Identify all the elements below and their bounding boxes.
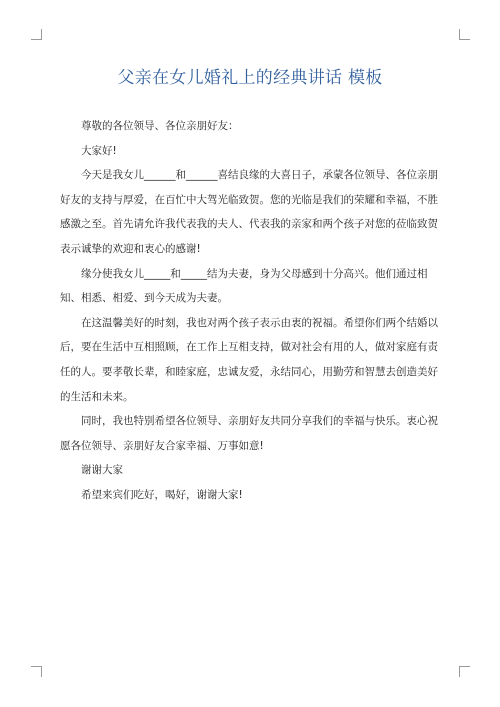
crop-mark-top-right	[459, 29, 470, 40]
closing-paragraph: 希望来宾们吃好，喝好，谢谢大家!	[81, 488, 243, 501]
crop-mark-bottom-right	[459, 666, 470, 677]
welcome-paragraph: 今天是我女儿______和______喜结良缘的大喜日子，承蒙各位领导、各位亲朋好友的支持与厚爱，在百忙中大驾光临致贺。您的光临是我们的荣耀和幸福，不胜感激之至。首先请允许我代表我的夫人、代表我的亲家和两个孩子对您的莅临致贺表示诚挚的欢迎和衷心的感谢!	[60, 169, 438, 255]
blessing-paragraph: 在这温馨美好的时刻，我也对两个孩子表示由衷的祝福。希望你们两个结婚以后，要在生活中互相照顾，在工作上互相支持，做对社会有用的人，做对家庭有责任的人。要孝敬长辈，和睦家庭，忠诚友爱，永结同心，用勤劳和智慧去创造美好的生活和未来。	[60, 316, 438, 403]
document-body	[60, 114, 446, 508]
marriage-paragraph: 缘分使我女儿_____和_____结为夫妻，身为父母感到十分高兴。他们通过相知、相悉、相爱、到今天成为夫妻。	[60, 267, 428, 305]
greeting-paragraph: 大家好!	[81, 144, 117, 157]
document-title: 父亲在女儿婚礼上的经典讲话 模板	[117, 68, 383, 88]
wishes-paragraph: 同时，我也特别希望各位领导、亲朋好友共同分享我们的幸福与快乐。衷心祝愿各位领导、亲朋好友合家幸福、万事如意!	[60, 415, 438, 452]
crop-mark-bottom-left	[31, 666, 42, 677]
thanks-paragraph: 谢谢大家	[81, 464, 123, 477]
crop-mark-top-left	[31, 29, 42, 40]
salutation-paragraph: 尊敬的各位领导、各位亲朋好友：	[81, 120, 239, 132]
